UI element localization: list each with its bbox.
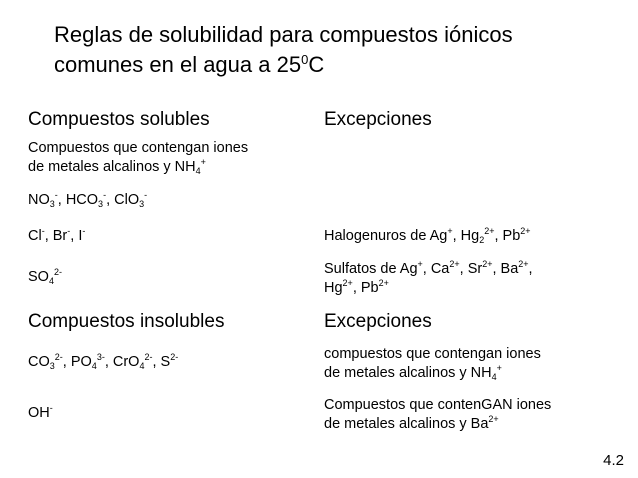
title-line-1: Reglas de solubilidad para compuestos iónicos <box>54 22 513 47</box>
slide-number: 4.2 <box>603 452 624 469</box>
soluble-exceptions-header: Excepciones <box>324 109 432 130</box>
soluble-row-sulfates: $SO_4^{2-}$ <box>28 267 62 286</box>
carbonates-exceptions: compuestos que contengan iones de metales alcalinos y $NH_4^+$ <box>324 346 541 382</box>
soluble-row-nitrates: $NO_3^-$, $HCO_3^-$, ClO$_3$- <box>28 190 148 209</box>
slide-title <box>54 20 614 80</box>
insoluble-row-hydroxides: OH- <box>28 403 53 421</box>
insoluble-header: Compuestos insolubles <box>28 311 225 332</box>
soluble-header: Compuestos solubles <box>28 109 210 130</box>
halides-exceptions: Halogenuros de Ag+, $Hg_2^{2+}$, $Pb^{2+}$ <box>324 226 531 245</box>
insoluble-row-carbonates: $CO_3^{2-}$, $PO_4^{3-}$, CrO$_4^{2-}$, $S^{2-}$ <box>28 352 179 371</box>
title-line-2: comunes en el agua a $25^0C$ <box>54 52 325 77</box>
insoluble-exceptions-header: Excepciones <box>324 311 432 332</box>
sulfates-exceptions: Sulfatos de Ag+, $Ca^{2+}$, $Sr^{2+}$, $Ba^{2+}$, $Hg^{2+}$, $Pb^{2+}$ <box>324 259 533 296</box>
soluble-row-halides: Cl-, Br-, I- <box>28 226 86 244</box>
hydroxides-exceptions: Compuestos que contenGAN iones de metales alcalinos y $Ba^{2+}$ <box>324 397 552 432</box>
soluble-row-alkali: Compuestos que contengan iones de metales alcalinos y $NH_4^+$ <box>28 140 249 176</box>
